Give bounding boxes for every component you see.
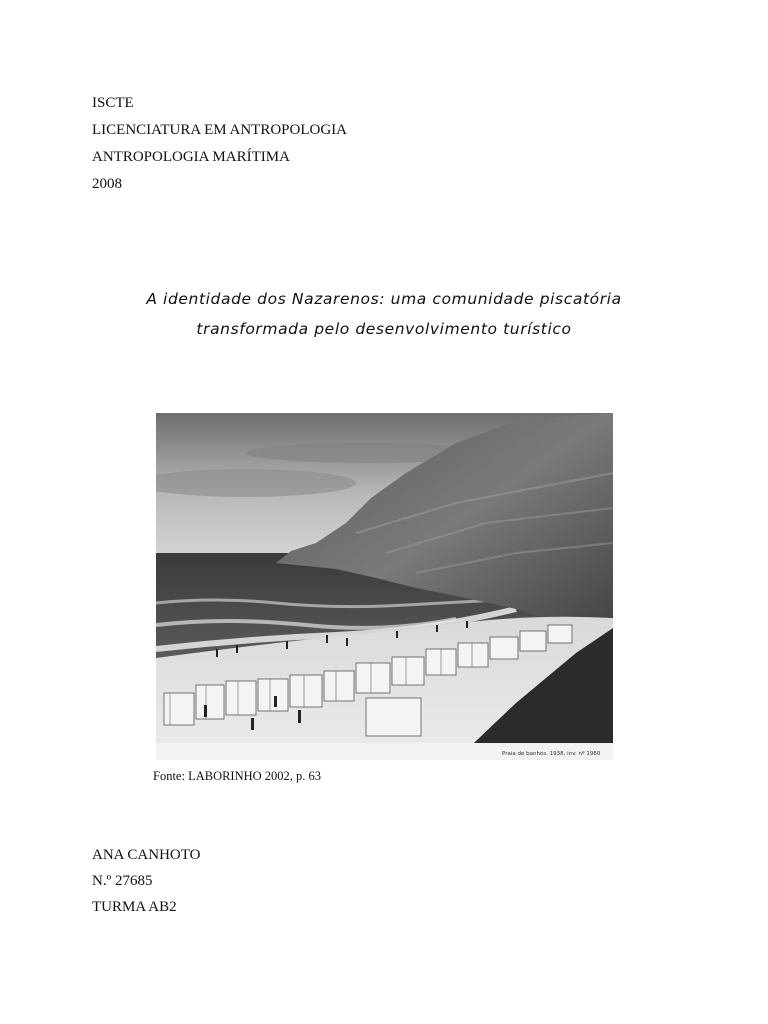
title-line-1: A identidade dos Nazarenos: uma comunidade piscatória — [146, 290, 622, 308]
institution-name: ISCTE — [92, 95, 134, 111]
course-name: ANTROPOLOGIA MARÍTIMA — [92, 149, 290, 165]
beach-photo — [156, 413, 613, 760]
document-title — [0, 284, 768, 344]
author-block — [92, 842, 200, 920]
degree-name: LICENCIATURA EM ANTROPOLOGIA — [92, 122, 347, 138]
student-number: N.º 27685 — [92, 873, 153, 889]
figure-source-caption: Fonte: LABORINHO 2002, p. 63 — [153, 769, 322, 783]
embedded-caption: Praia de banhos. 1938, inv. nº 1960 — [502, 751, 601, 757]
class-group: TURMA AB2 — [92, 899, 177, 915]
title-line-2: transformada pelo desenvolvimento turístico — [196, 320, 572, 338]
header-block — [92, 90, 347, 198]
author-name: ANA CANHOTO — [92, 847, 201, 863]
year: 2008 — [92, 176, 122, 192]
